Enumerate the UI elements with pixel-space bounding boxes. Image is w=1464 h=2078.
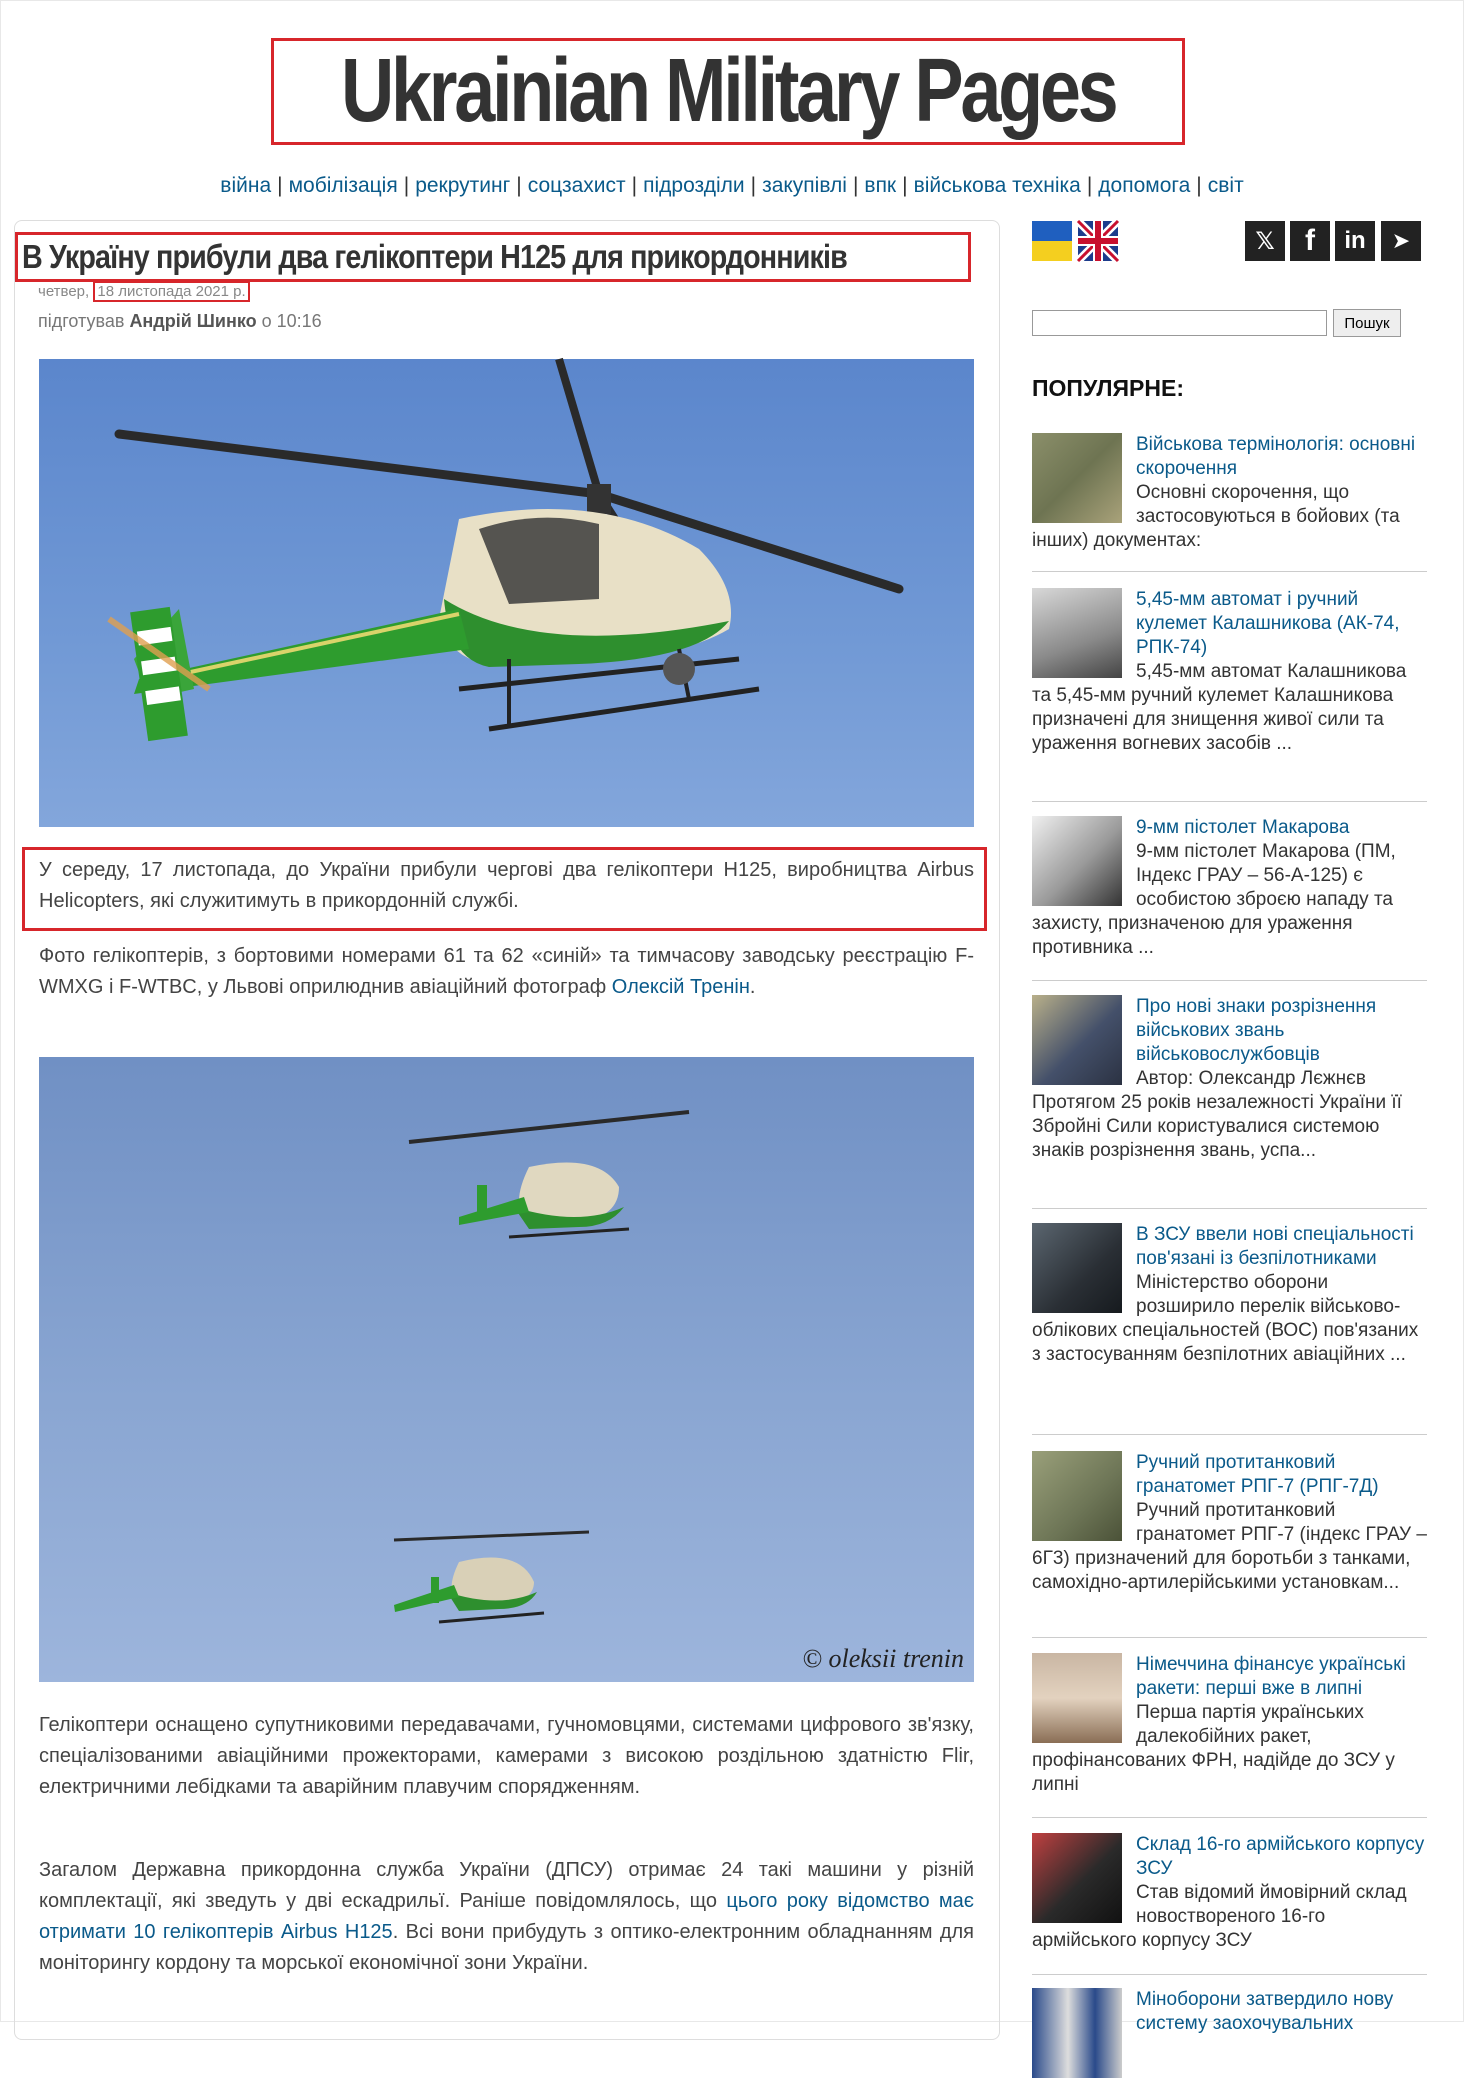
nav-link-social-protection[interactable]: соцзахист	[527, 174, 626, 197]
popular-thumbnail	[1032, 1223, 1122, 1313]
popular-thumbnail	[1032, 1653, 1122, 1743]
popular-item[interactable]	[1032, 1223, 1427, 1367]
popular-item[interactable]	[1032, 1833, 1427, 1953]
popular-excerpt: Основні скорочення, що застосовуються в бойових (та інших) документах:	[1032, 482, 1400, 551]
divider	[1032, 1637, 1427, 1638]
divider	[1032, 1974, 1427, 1975]
fleet-paragraph: Загалом Державна прикордонна служба України (ДПСУ) отримає 24 такі машини у різній комплектації, які зведуть у дві ескадрильї. Раніше повідомлялось, що цього року відомство має отримати 10 гелікоптерів Airbus H125. Всі вони прибудуть з оптико-електронним обладнанням для моніторингу кордону та морської економічної зони України.	[39, 1859, 974, 1974]
nav-link-defense-industry[interactable]: впк	[864, 174, 897, 197]
helicopter-photo	[39, 359, 974, 827]
two-helicopters-photo	[39, 1057, 974, 1682]
search-button[interactable]: Пошук	[1333, 309, 1401, 337]
popular-item[interactable]	[1032, 1653, 1427, 1797]
popular-item[interactable]	[1032, 433, 1427, 553]
popular-item[interactable]	[1032, 816, 1427, 960]
related-article-link[interactable]: цього року відомство має отримати 10 гелікоптерів Airbus H125	[39, 1890, 974, 1943]
divider	[1032, 980, 1427, 981]
search-input[interactable]	[1032, 310, 1327, 336]
popular-thumbnail	[1032, 995, 1122, 1085]
divider	[1032, 1817, 1427, 1818]
popular-item[interactable]	[1032, 588, 1427, 756]
nav-link-recruiting[interactable]: рекрутинг	[415, 174, 511, 197]
popular-excerpt: Перша партія українських далекобійних ракет, профінансованих ФРН, надійде до ЗСУ у липні	[1032, 1702, 1395, 1795]
popular-title[interactable]: 9-мм пістолет Макарова	[1136, 817, 1350, 838]
popular-title[interactable]: Міноборони затвердило нову систему заохочувальних	[1136, 1989, 1394, 2034]
popular-title[interactable]: В ЗСУ ввели нові спеціальності пов'язані із безпілотниками	[1136, 1224, 1414, 1269]
popular-thumbnail	[1032, 816, 1122, 906]
nav-link-procurement[interactable]: закупівлі	[762, 174, 847, 197]
divider	[1032, 1208, 1427, 1209]
nav-link-world[interactable]: світ	[1207, 174, 1244, 197]
equipment-paragraph: Гелікоптери оснащено супутниковими передавачами, гучномовцями, системами цифрового зв'язку, спеціалізованими авіаційними прожекторами, камерами з високою роздільною здатністю Flir, електричними лебідками та аварійним плавучим спорядженням.	[39, 1714, 974, 1798]
popular-item[interactable]	[1032, 1451, 1427, 1595]
popular-excerpt: Автор: Олександр Лєжнєв Протягом 25 років незалежності України її Збройні Сили користувалися системою знаків розрізнення звань, успа...	[1032, 1068, 1402, 1161]
byline-prefix: підготував	[38, 311, 125, 331]
popular-title[interactable]: 5,45-мм автомат і ручний кулемет Калашникова (АК-74, РПК-74)	[1136, 589, 1400, 658]
nav-link-mobilization[interactable]: мобілізація	[288, 174, 398, 197]
x-icon[interactable]: 𝕏	[1245, 221, 1285, 261]
photographer-link[interactable]: Олексій Тренін	[611, 976, 750, 998]
article-dateline	[38, 281, 250, 302]
popular-heading: ПОПУЛЯРНЕ:	[1032, 375, 1185, 401]
popular-title[interactable]: Ручний протитанковий гранатомет РПГ-7 (РПГ-7Д)	[1136, 1452, 1379, 1497]
popular-excerpt: 9-мм пістолет Макарова (ПМ, Індекс ГРАУ – 56-А-125) є особистою зброєю нападу та захисту, призначеною для ураження противника ...	[1032, 841, 1396, 958]
site-logo[interactable]	[271, 38, 1185, 145]
nav-link-units[interactable]: підрозділи	[643, 174, 745, 197]
popular-title[interactable]: Про нові знаки розрізнення військових звань військовослужбовців	[1136, 996, 1377, 1065]
article-date: 18 листопада 2021 р.	[93, 281, 249, 302]
facebook-icon[interactable]: f	[1290, 221, 1330, 261]
lead-paragraph: У середу, 17 листопада, до України прибули чергові два гелікоптери H125, виробництва Airbus Helicopters, які служитимуть в прикордонній службі.	[39, 859, 974, 912]
two-helicopters-illustration	[39, 1057, 974, 1682]
popular-title[interactable]: Військова термінологія: основні скорочення	[1136, 434, 1416, 479]
popular-excerpt: Став відомий ймовірний склад новоствореного 16-го армійського корпусу ЗСУ	[1032, 1882, 1407, 1951]
popular-thumbnail	[1032, 1988, 1122, 2078]
popular-title[interactable]: Німеччина фінансує українські ракети: перші вже в липні	[1136, 1654, 1406, 1699]
popular-thumbnail	[1032, 1833, 1122, 1923]
linkedin-icon[interactable]: in	[1335, 221, 1375, 261]
uk-flag-icon[interactable]	[1078, 221, 1118, 261]
popular-title[interactable]: Склад 16-го армійського корпусу ЗСУ	[1136, 1834, 1425, 1879]
nav-link-help[interactable]: допомога	[1098, 174, 1191, 197]
popular-thumbnail	[1032, 433, 1122, 523]
photo-credit-paragraph: Фото гелікоптерів, з бортовими номерами 61 та 62 «синій» та тимчасову заводську реєстрацію F-WMXG і F-WTBC, у Львові оприлюднив авіаційний фотограф Олексій Тренін.	[39, 945, 974, 998]
author-name[interactable]: Андрій Шинко	[129, 311, 257, 331]
main-nav: війна | мобілізація | рекрутинг | соцзахист | підрозділи | закупівлі | впк | військова техніка | допомога | світ	[220, 174, 1244, 197]
helicopter-illustration	[39, 359, 974, 827]
popular-thumbnail	[1032, 1451, 1122, 1541]
para2-text: Фото гелікоптерів, з бортовими номерами 61 та 62 «синій» та тимчасову заводську реєстрацію F-WMXG і F-WTBC, у Львові оприлюднив авіаційний фотограф	[39, 945, 974, 998]
article-byline	[38, 311, 322, 332]
nav-link-military-equipment[interactable]: військова техніка	[913, 174, 1081, 197]
popular-item[interactable]	[1032, 1988, 1427, 2034]
divider	[1032, 1434, 1427, 1435]
popular-item[interactable]	[1032, 995, 1427, 1163]
divider	[1032, 801, 1427, 802]
popular-excerpt: 5,45-мм автомат Калашникова та 5,45-мм ручний кулемет Калашникова призначені для знищення живої сили та ураження вогневих засобів ...	[1032, 661, 1407, 754]
site-logo-text: Ukrainian Military Pages	[340, 41, 1116, 141]
telegram-icon[interactable]: ➤	[1381, 221, 1421, 261]
popular-excerpt: Ручний протитанковий гранатомет РПГ-7 (індекс ГРАУ – 6Г3) призначений для боротьби з танками, самохідно-артилерійськими установкам...	[1032, 1500, 1427, 1593]
article-title: В Україну прибули два гелікоптери H125 для прикордонників	[22, 238, 847, 275]
popular-excerpt: Міністерство оборони розширило перелік військово-облікових спеціальностей (ВОС) пов'язаних з застосуванням безпілотних авіаційних ...	[1032, 1272, 1419, 1365]
time-prefix: о	[261, 311, 272, 331]
article-weekday: четвер,	[38, 283, 90, 300]
divider	[1032, 571, 1427, 572]
popular-thumbnail	[1032, 588, 1122, 678]
ukrainian-flag-icon[interactable]	[1032, 221, 1072, 261]
nav-link-war[interactable]: війна	[220, 174, 272, 197]
article-time: 10:16	[276, 311, 322, 331]
photo-credit-watermark: © oleksii trenin	[802, 1644, 964, 1673]
